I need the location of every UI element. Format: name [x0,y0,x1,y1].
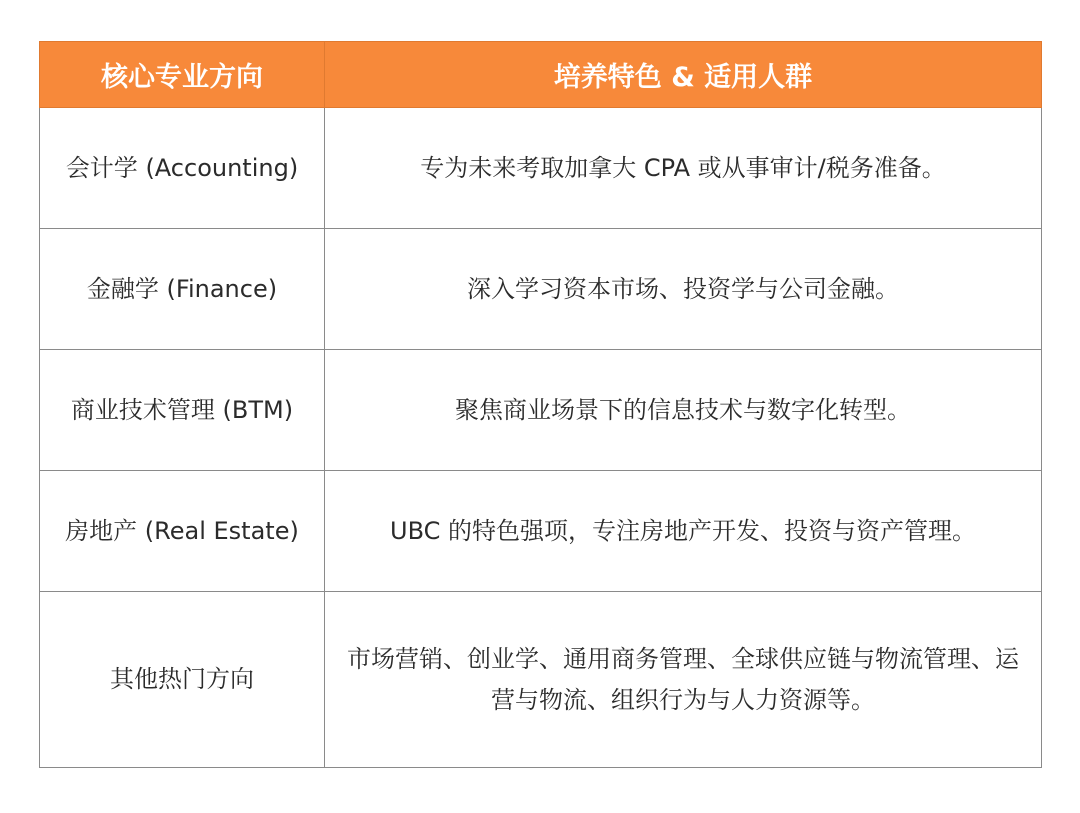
major-cell: 商业技术管理 (BTM) [40,350,325,471]
majors-table-container [39,41,1041,768]
table-header-row [40,42,1042,108]
major-cell: 其他热门方向 [40,592,325,768]
table-row [40,350,1042,471]
table-row [40,229,1042,350]
major-cell: 会计学 (Accounting) [40,108,325,229]
description-cell: 深入学习资本市场、投资学与公司金融。 [325,229,1042,350]
description-cell: 聚焦商业场景下的信息技术与数字化转型。 [325,350,1042,471]
major-cell: 金融学 (Finance) [40,229,325,350]
table-row [40,108,1042,229]
header-core-major: 核心专业方向 [40,42,325,108]
header-features-audience: 培养特色 & 适用人群 [325,42,1042,108]
description-cell: 市场营销、创业学、通用商务管理、全球供应链与物流管理、运营与物流、组织行为与人力资源等。 [325,592,1042,768]
table-row [40,471,1042,592]
majors-table [39,41,1042,768]
description-cell: UBC 的特色强项，专注房地产开发、投资与资产管理。 [325,471,1042,592]
description-cell: 专为未来考取加拿大 CPA 或从事审计/税务准备。 [325,108,1042,229]
major-cell: 房地产 (Real Estate) [40,471,325,592]
table-row [40,592,1042,768]
